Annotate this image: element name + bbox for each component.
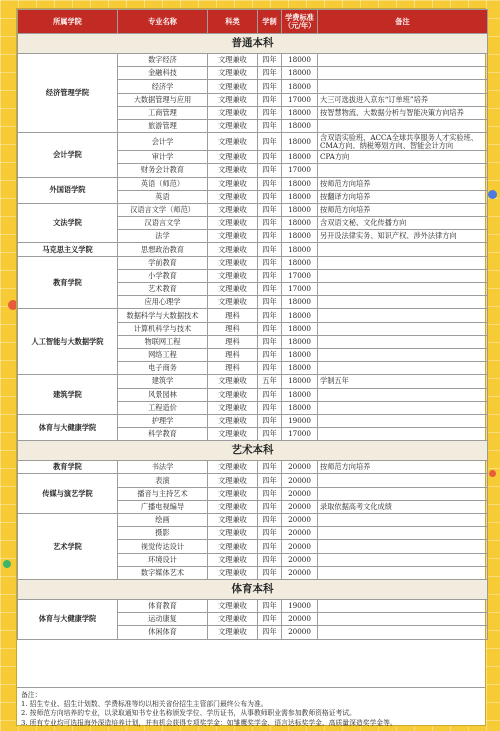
college-cell: 传媒与演艺学院: [18, 474, 118, 514]
category-cell: 文理兼收: [208, 203, 258, 216]
major-cell: 数字经济: [118, 54, 208, 67]
category-cell: 文理兼收: [208, 414, 258, 427]
tuition-cell: 18000: [282, 80, 318, 93]
major-cell: 网络工程: [118, 348, 208, 361]
duration-cell: 四年: [258, 566, 282, 579]
remark-cell: 录取依据高考文化成绩: [318, 500, 488, 513]
major-cell: 体育教育: [118, 599, 208, 612]
remark-cell: [318, 243, 488, 256]
category-cell: 文理兼收: [208, 599, 258, 612]
remark-cell: [318, 388, 488, 401]
duration-cell: 四年: [258, 401, 282, 414]
footnotes: [17, 687, 485, 725]
table-row: [18, 474, 488, 487]
duration-cell: 四年: [258, 599, 282, 612]
tuition-cell: 20000: [282, 500, 318, 513]
tuition-cell: 18000: [282, 348, 318, 361]
college-cell: 艺术学院: [18, 514, 118, 580]
tuition-cell: 18000: [282, 217, 318, 230]
duration-cell: 四年: [258, 414, 282, 427]
duration-cell: 四年: [258, 514, 282, 527]
tuition-cell: 20000: [282, 613, 318, 626]
major-cell: 汉语言文学（师范）: [118, 203, 208, 216]
table-row: [18, 599, 488, 612]
section-title: 体育本科: [18, 579, 488, 599]
category-cell: 文理兼收: [208, 566, 258, 579]
footnote-title: 备注：: [21, 691, 42, 699]
duration-cell: 四年: [258, 283, 282, 296]
category-cell: 文理兼收: [208, 256, 258, 269]
category-cell: 理科: [208, 335, 258, 348]
remark-cell: 按师范方向培养: [318, 177, 488, 190]
major-cell: 财务会计教育: [118, 164, 208, 177]
table-row: [18, 375, 488, 388]
tuition-cell: 20000: [282, 527, 318, 540]
remark-cell: [318, 553, 488, 566]
remark-cell: [318, 119, 488, 132]
duration-cell: 四年: [258, 54, 282, 67]
major-cell: 大数据管理与应用: [118, 93, 208, 106]
tuition-cell: 20000: [282, 487, 318, 500]
tuition-cell: 18000: [282, 67, 318, 80]
section-row: [18, 579, 488, 599]
tuition-cell: 18000: [282, 388, 318, 401]
category-cell: 文理兼收: [208, 527, 258, 540]
category-cell: 文理兼收: [208, 474, 258, 487]
duration-cell: 四年: [258, 428, 282, 441]
tuition-cell: 20000: [282, 540, 318, 553]
category-cell: 文理兼收: [208, 106, 258, 119]
college-cell: 经济管理学院: [18, 54, 118, 133]
table-row: [18, 54, 488, 67]
duration-cell: 四年: [258, 119, 282, 132]
section-row: [18, 34, 488, 54]
tuition-cell: 18000: [282, 190, 318, 203]
major-cell: 播音与主持艺术: [118, 487, 208, 500]
tuition-cell: 18000: [282, 296, 318, 309]
major-cell: 艺术教育: [118, 283, 208, 296]
remark-cell: [318, 428, 488, 441]
major-cell: 审计学: [118, 151, 208, 164]
category-cell: 文理兼收: [208, 133, 258, 151]
remark-cell: [318, 283, 488, 296]
duration-cell: 四年: [258, 151, 282, 164]
header-remark: 备注: [318, 10, 488, 34]
category-cell: 文理兼收: [208, 54, 258, 67]
tuition-cell: 18000: [282, 375, 318, 388]
major-cell: 电子商务: [118, 362, 208, 375]
table-header-row: [18, 10, 488, 34]
table-row: [18, 203, 488, 216]
category-cell: 文理兼收: [208, 177, 258, 190]
remark-cell: [318, 414, 488, 427]
tuition-cell: 17000: [282, 93, 318, 106]
tuition-cell: 18000: [282, 106, 318, 119]
tuition-cell: 17000: [282, 269, 318, 282]
tuition-cell: 18000: [282, 401, 318, 414]
major-cell: 建筑学: [118, 375, 208, 388]
tuition-cell: 18000: [282, 243, 318, 256]
major-cell: 英语: [118, 190, 208, 203]
major-cell: 科学教育: [118, 428, 208, 441]
tuition-cell: 18000: [282, 54, 318, 67]
tuition-cell: 17000: [282, 164, 318, 177]
major-cell: 思想政治教育: [118, 243, 208, 256]
remark-cell: [318, 566, 488, 579]
category-cell: 理科: [208, 348, 258, 361]
table-row: [18, 243, 488, 256]
category-cell: 文理兼收: [208, 80, 258, 93]
category-cell: 文理兼收: [208, 613, 258, 626]
major-cell: 休闲体育: [118, 626, 208, 639]
duration-cell: 四年: [258, 203, 282, 216]
remark-cell: [318, 527, 488, 540]
tuition-cell: 20000: [282, 553, 318, 566]
duration-cell: 四年: [258, 527, 282, 540]
college-cell: 体育与大健康学院: [18, 599, 118, 639]
tuition-cell: 20000: [282, 514, 318, 527]
category-cell: 文理兼收: [208, 164, 258, 177]
category-cell: 文理兼收: [208, 375, 258, 388]
remark-cell: [318, 348, 488, 361]
header-category: 科类: [208, 10, 258, 34]
major-cell: 学前教育: [118, 256, 208, 269]
remark-cell: [318, 474, 488, 487]
tuition-cell: 19000: [282, 414, 318, 427]
category-cell: 文理兼收: [208, 93, 258, 106]
tuition-cell: 18000: [282, 362, 318, 375]
duration-cell: 四年: [258, 230, 282, 243]
remark-cell: [318, 335, 488, 348]
remark-cell: [318, 269, 488, 282]
major-cell: 计算机科学与技术: [118, 322, 208, 335]
duration-cell: 四年: [258, 500, 282, 513]
category-cell: 文理兼收: [208, 553, 258, 566]
tuition-cell: 18000: [282, 133, 318, 151]
duration-cell: 四年: [258, 243, 282, 256]
major-cell: 工程造价: [118, 401, 208, 414]
remark-cell: [318, 487, 488, 500]
college-cell: 马克思主义学院: [18, 243, 118, 256]
tuition-cell: 18000: [282, 151, 318, 164]
major-cell: 风景园林: [118, 388, 208, 401]
duration-cell: 四年: [258, 362, 282, 375]
table-row: [18, 133, 488, 151]
tuition-cell: 18000: [282, 322, 318, 335]
college-cell: 外国语学院: [18, 177, 118, 203]
duration-cell: 四年: [258, 461, 282, 474]
duration-cell: 四年: [258, 626, 282, 639]
major-cell: 汉语言文学: [118, 217, 208, 230]
tuition-cell: 17000: [282, 428, 318, 441]
table-row: [18, 309, 488, 322]
duration-cell: 四年: [258, 613, 282, 626]
section-row: [18, 441, 488, 461]
tuition-cell: 20000: [282, 461, 318, 474]
table-row: [18, 514, 488, 527]
category-cell: 文理兼收: [208, 540, 258, 553]
major-cell: 英语（师范）: [118, 177, 208, 190]
footnote-1: 1. 招生专业、招生计划数、学费标准等均以相关省份招生主管部门最终公布为准。: [21, 700, 268, 709]
major-cell: 环境设计: [118, 553, 208, 566]
major-cell: 法学: [118, 230, 208, 243]
remark-cell: [318, 164, 488, 177]
header-college: 所属学院: [18, 10, 118, 34]
category-cell: 理科: [208, 362, 258, 375]
category-cell: 文理兼收: [208, 428, 258, 441]
major-cell: 数据科学与大数据技术: [118, 309, 208, 322]
major-cell: 绘画: [118, 514, 208, 527]
duration-cell: 四年: [258, 540, 282, 553]
major-cell: 视觉传达设计: [118, 540, 208, 553]
duration-cell: 四年: [258, 335, 282, 348]
major-cell: 运动康复: [118, 613, 208, 626]
remark-cell: [318, 256, 488, 269]
remark-cell: 另开设法律实务、知识产权、涉外法律方向: [318, 230, 488, 243]
majors-table: [17, 9, 488, 640]
major-cell: 表演: [118, 474, 208, 487]
category-cell: 理科: [208, 309, 258, 322]
remark-cell: 大三可选拔进入京东“订单班”培养: [318, 93, 488, 106]
tuition-cell: 18000: [282, 309, 318, 322]
decor-dot: [3, 560, 11, 568]
tuition-cell: 18000: [282, 119, 318, 132]
duration-cell: 四年: [258, 177, 282, 190]
major-cell: 金融科技: [118, 67, 208, 80]
major-cell: 书法学: [118, 461, 208, 474]
category-cell: 文理兼收: [208, 243, 258, 256]
category-cell: 文理兼收: [208, 388, 258, 401]
section-title: 艺术本科: [18, 441, 488, 461]
remark-cell: 按师范方向培养: [318, 203, 488, 216]
college-cell: 人工智能与大数据学院: [18, 309, 118, 375]
footnote-3: 3. 所有专业均可选报海外深造培养计划，并有机会获得专项奖学金：如雏鹰奖学金、语言达标奖学金、高质量深造奖学金等。: [21, 718, 397, 727]
category-cell: 文理兼收: [208, 500, 258, 513]
duration-cell: 四年: [258, 322, 282, 335]
category-cell: 文理兼收: [208, 487, 258, 500]
duration-cell: 四年: [258, 348, 282, 361]
footnote-2: 2. 按师范方向培养的专业，以录取通知书专业名称颁发学位、学历证书，从事教师职业需参加教师资格证考试。: [21, 709, 356, 718]
duration-cell: 四年: [258, 474, 282, 487]
remark-cell: [318, 540, 488, 553]
table-row: [18, 414, 488, 427]
duration-cell: 四年: [258, 190, 282, 203]
duration-cell: 四年: [258, 93, 282, 106]
major-cell: 物联网工程: [118, 335, 208, 348]
category-cell: 文理兼收: [208, 514, 258, 527]
duration-cell: 四年: [258, 309, 282, 322]
table-row: [18, 461, 488, 474]
college-cell: 建筑学院: [18, 375, 118, 415]
major-cell: 小学教育: [118, 269, 208, 282]
category-cell: 文理兼收: [208, 296, 258, 309]
tuition-cell: 18000: [282, 230, 318, 243]
remark-cell: [318, 626, 488, 639]
college-cell: 教育学院: [18, 461, 118, 474]
admission-table-sheet: [16, 8, 486, 726]
remark-cell: [318, 613, 488, 626]
category-cell: 文理兼收: [208, 626, 258, 639]
table-row: [18, 177, 488, 190]
major-cell: 会计学: [118, 133, 208, 151]
category-cell: 文理兼收: [208, 151, 258, 164]
tuition-cell: 18000: [282, 203, 318, 216]
tuition-cell: 20000: [282, 566, 318, 579]
remark-cell: 按翻译方向培养: [318, 190, 488, 203]
remark-cell: 含双语实验班、ACCA全球共享服务人才实验班、CMA方向、纳税筹划方向、智能会计方向: [318, 133, 488, 151]
category-cell: 文理兼收: [208, 119, 258, 132]
remark-cell: [318, 309, 488, 322]
major-cell: 广播电视编导: [118, 500, 208, 513]
section-title: 普通本科: [18, 34, 488, 54]
duration-cell: 四年: [258, 133, 282, 151]
tuition-cell: 19000: [282, 599, 318, 612]
remark-cell: [318, 296, 488, 309]
duration-cell: 四年: [258, 217, 282, 230]
college-cell: 教育学院: [18, 256, 118, 309]
duration-cell: 四年: [258, 553, 282, 566]
major-cell: 护理学: [118, 414, 208, 427]
decor-dot: [489, 470, 496, 477]
major-cell: 工商管理: [118, 106, 208, 119]
duration-cell: 四年: [258, 388, 282, 401]
college-cell: 体育与大健康学院: [18, 414, 118, 440]
tuition-cell: 18000: [282, 335, 318, 348]
category-cell: 文理兼收: [208, 401, 258, 414]
category-cell: 理科: [208, 322, 258, 335]
college-cell: 文法学院: [18, 203, 118, 243]
category-cell: 文理兼收: [208, 269, 258, 282]
category-cell: 文理兼收: [208, 67, 258, 80]
category-cell: 文理兼收: [208, 230, 258, 243]
remark-cell: [318, 514, 488, 527]
major-cell: 数字媒体艺术: [118, 566, 208, 579]
remark-cell: 学制五年: [318, 375, 488, 388]
category-cell: 文理兼收: [208, 190, 258, 203]
category-cell: 文理兼收: [208, 283, 258, 296]
duration-cell: 四年: [258, 67, 282, 80]
duration-cell: 五年: [258, 375, 282, 388]
tuition-cell: 18000: [282, 256, 318, 269]
major-cell: 摄影: [118, 527, 208, 540]
major-cell: 经济学: [118, 80, 208, 93]
remark-cell: [318, 80, 488, 93]
header-major: 专业名称: [118, 10, 208, 34]
remark-cell: [318, 54, 488, 67]
duration-cell: 四年: [258, 164, 282, 177]
duration-cell: 四年: [258, 106, 282, 119]
remark-cell: [318, 401, 488, 414]
tuition-cell: 20000: [282, 626, 318, 639]
category-cell: 文理兼收: [208, 461, 258, 474]
tuition-cell: 20000: [282, 474, 318, 487]
remark-cell: 按智慧物流、大数据分析与智能决策方向培养: [318, 106, 488, 119]
duration-cell: 四年: [258, 269, 282, 282]
duration-cell: 四年: [258, 80, 282, 93]
duration-cell: 四年: [258, 296, 282, 309]
header-tuition: 学费标准（元/年）: [282, 10, 318, 34]
tuition-cell: 17000: [282, 283, 318, 296]
remark-cell: [318, 599, 488, 612]
tuition-cell: 18000: [282, 177, 318, 190]
major-cell: 应用心理学: [118, 296, 208, 309]
major-cell: 旅游管理: [118, 119, 208, 132]
remark-cell: [318, 322, 488, 335]
remark-cell: 按师范方向培养: [318, 461, 488, 474]
college-cell: 会计学院: [18, 133, 118, 177]
decor-dot: [488, 190, 497, 199]
remark-cell: [318, 67, 488, 80]
duration-cell: 四年: [258, 256, 282, 269]
duration-cell: 四年: [258, 487, 282, 500]
header-duration: 学制: [258, 10, 282, 34]
remark-cell: CPA方向: [318, 151, 488, 164]
remark-cell: 含双语文秘、文化传播方向: [318, 217, 488, 230]
category-cell: 文理兼收: [208, 217, 258, 230]
table-row: [18, 256, 488, 269]
remark-cell: [318, 362, 488, 375]
